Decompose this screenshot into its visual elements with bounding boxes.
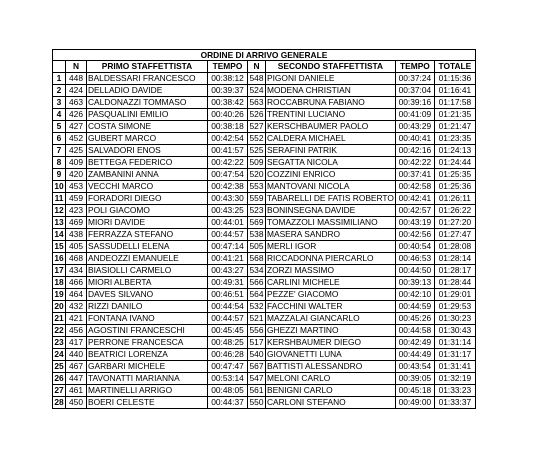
time-1-cell: 00:48:25 [208,337,248,349]
bib-2-cell: 566 [248,277,266,289]
first-runner-cell: TAVONATTI MARIANNA [87,373,208,385]
table-row [53,205,476,217]
table-row [53,301,476,313]
total-cell: 01:29:53 [434,301,475,313]
bib-1-cell: 427 [66,121,87,133]
time-2-cell: 00:37:41 [395,169,434,181]
bib-2-cell: 548 [248,73,266,85]
table-title: ORDINE DI ARRIVO GENERALE [53,50,476,61]
total-cell: 01:33:37 [434,397,475,409]
first-runner-cell: BETTEGA FEDERICO [87,157,208,169]
time-2-cell: 00:45:26 [395,313,434,325]
time-2-cell: 00:42:56 [395,229,434,241]
bib-1-cell: 448 [66,73,87,85]
second-runner-cell: GHEZZI MARTINO [266,325,396,337]
time-2-cell: 00:37:24 [395,73,434,85]
bib-2-cell: 568 [248,253,266,265]
time-1-cell: 00:44:01 [208,217,248,229]
position-cell: 11 [53,193,66,205]
total-cell: 01:27:47 [434,229,475,241]
bib-1-cell: 420 [66,169,87,181]
first-runner-cell: BEATRICI LORENZA [87,349,208,361]
total-cell: 01:24:13 [434,145,475,157]
position-cell: 16 [54,253,64,263]
header-bib-1: N [66,61,87,73]
first-runner-cell: GARBARI MICHELE [87,361,208,373]
bib-2-cell: 538 [248,229,266,241]
total-cell: 01:31:17 [434,349,475,361]
time-2-cell: 00:44:59 [395,301,434,313]
time-1-cell: 00:47:54 [208,169,248,181]
first-runner-cell: GUBERT MARCO [87,133,208,145]
time-1-cell: 00:44:54 [208,301,248,313]
first-runner-cell: FONTANA IVANO [87,313,208,325]
bib-2-cell: 569 [248,217,266,229]
second-runner-cell: KERSCHBAUMER PAOLO [266,121,396,133]
total-cell: 01:27:20 [434,217,475,229]
second-runner-cell: FACCHINI WALTER [266,301,396,313]
bib-2-cell: 525 [248,145,266,157]
total-cell: 01:15:36 [434,73,475,85]
table-row [53,361,476,373]
total-cell: 01:32:19 [434,373,475,385]
table-row [53,373,476,385]
header-first-runner: PRIMO STAFFETTISTA [87,61,208,73]
second-runner-cell: MELONI CARLO [266,373,396,385]
table-row [53,289,476,301]
first-runner-cell: MARTINELLI ARRIGO [87,385,208,397]
bib-2-cell: 521 [248,313,266,325]
time-2-cell: 00:37:04 [395,85,434,97]
title-row [53,50,476,61]
time-2-cell: 00:44:49 [395,349,434,361]
time-2-cell: 00:43:54 [395,361,434,373]
table-row [53,145,476,157]
time-1-cell: 00:44:57 [208,313,248,325]
bib-2-cell: 564 [248,289,266,301]
second-runner-cell: MANTOVANI NICOLA [266,181,396,193]
total-cell: 01:25:36 [434,181,475,193]
time-2-cell: 00:46:53 [395,253,434,265]
bib-1-cell: 421 [66,313,87,325]
table-row [53,229,476,241]
time-1-cell: 00:38:12 [208,73,248,85]
time-2-cell: 00:45:18 [395,385,434,397]
first-runner-cell: DAVES SILVANO [87,289,208,301]
position-cell: 12 [54,205,64,215]
results-body [53,73,476,409]
first-runner-cell: BIASIOLLI CARMELO [87,265,208,277]
bib-2-cell: 532 [248,301,266,313]
position-cell: 13 [54,217,64,227]
second-runner-cell: BENIGNI CARLO [266,385,396,397]
table-row [53,85,476,97]
second-runner-cell: SEGATTA NICOLA [266,157,396,169]
first-runner-cell: PERRONE FRANCESCA [87,337,208,349]
position-cell: 6 [53,133,66,145]
position-cell: 23 [54,337,64,347]
bib-2-cell: 547 [248,373,266,385]
bib-1-cell: 459 [66,193,87,205]
total-cell: 01:29:01 [434,289,475,301]
bib-2-cell: 534 [248,265,266,277]
table-row [53,325,476,337]
table-row [53,181,476,193]
second-runner-cell: ZORZI MASSIMO [266,265,396,277]
second-runner-cell: PEZZE' GIACOMO [266,289,396,301]
time-2-cell: 00:42:22 [395,157,434,169]
second-runner-cell: TABARELLI DE FATIS ROBERTO [267,193,394,203]
time-1-cell: 00:42:54 [208,133,248,145]
time-2-cell: 00:49:00 [395,397,434,409]
first-runner-cell: ANDEOZZI EMANUELE [87,253,208,265]
table-row [53,157,476,169]
position-cell: 8 [53,157,66,169]
total-cell: 01:28:17 [434,265,475,277]
bib-1-cell: 438 [66,229,87,241]
bib-1-cell: 461 [66,385,87,397]
header-time-2: TEMPO [395,61,434,73]
second-runner-cell: COZZINI ENRICO [266,169,396,181]
time-2-cell: 00:42:16 [395,145,434,157]
second-runner-cell: GIOVANETTI LUNA [266,349,396,361]
second-runner-cell: CARLINI MICHELE [266,277,396,289]
table-row [53,349,476,361]
first-runner-cell: BOERI CELESTE [87,397,208,409]
first-runner-cell: SASSUDELLI ELENA [87,241,208,253]
bib-1-cell: 450 [66,397,87,409]
time-2-cell: 00:44:50 [395,265,434,277]
time-1-cell: 00:42:38 [208,181,248,193]
second-runner-cell: PIGONI DANIELE [266,73,396,85]
bib-2-cell: 505 [248,241,266,253]
table-row [53,313,476,325]
table-row [53,385,476,397]
bib-1-cell: 424 [66,85,87,97]
total-cell: 01:28:08 [434,241,475,253]
first-runner-cell: MIORI DAVIDE [87,217,208,229]
position-cell: 3 [53,97,66,109]
bib-1-cell: 453 [66,181,87,193]
position-cell: 15 [54,241,64,251]
time-1-cell: 00:46:51 [208,289,248,301]
bib-2-cell: 552 [248,133,266,145]
time-2-cell: 00:42:10 [395,289,434,301]
results-sheet [52,49,476,409]
time-2-cell: 00:41:09 [395,109,434,121]
total-cell: 01:26:11 [434,193,475,205]
time-1-cell: 00:42:22 [208,157,248,169]
bib-2-cell: 509 [248,157,266,169]
header-second-runner: SECONDO STAFFETTISTA [266,61,396,73]
total-cell: 01:17:58 [434,97,475,109]
total-cell: 01:33:23 [434,385,475,397]
position-cell: 24 [54,349,64,359]
table-row [53,73,476,85]
position-cell: 28 [54,397,64,407]
table-row [53,241,476,253]
header-row [53,61,476,73]
bib-2-cell: 517 [248,337,266,349]
second-runner-cell: TRENTINI LUCIANO [266,109,396,121]
position-cell: 17 [54,265,64,275]
table-row [53,169,476,181]
bib-1-cell: 456 [66,325,87,337]
time-1-cell: 00:49:31 [208,277,248,289]
position-cell: 2 [53,85,66,97]
bib-2-cell: 550 [248,397,266,409]
first-runner-cell: ZAMBANINI ANNA [87,169,208,181]
first-runner-cell: POLI GIACOMO [87,205,208,217]
bib-1-cell: 423 [66,205,87,217]
bib-1-cell: 440 [66,349,87,361]
header-total: TOTALE [434,61,475,73]
time-1-cell: 00:53:14 [208,373,248,385]
bib-2-cell: 567 [248,361,266,373]
second-runner-cell: BATTISTI ALESSANDRO [266,361,396,373]
time-1-cell: 00:44:37 [208,397,248,409]
bib-2-cell: 556 [248,325,266,337]
table-row [53,253,476,265]
time-2-cell: 00:39:13 [395,277,434,289]
bib-2-cell: 520 [248,169,266,181]
position-cell: 14 [54,229,64,239]
time-1-cell: 00:43:30 [208,193,248,205]
bib-1-cell: 466 [66,277,87,289]
bib-2-cell: 526 [248,109,266,121]
time-2-cell: 00:42:49 [395,337,434,349]
first-runner-cell: MIORI ALBERTA [87,277,208,289]
results-table [52,49,476,409]
first-runner-cell: AGOSTINI FRANCESCHI [87,325,208,337]
second-runner-cell: RICCADONNA PIERCARLO [266,253,396,265]
bib-1-cell: 467 [66,361,87,373]
time-2-cell: 00:43:19 [395,217,434,229]
table-row [53,337,476,349]
table-row [53,133,476,145]
bib-2-cell: 559 [248,193,266,205]
time-1-cell: 00:41:21 [208,253,248,265]
table-row [53,265,476,277]
bib-2-cell: 540 [248,349,266,361]
first-runner-cell: CALDONAZZI TOMMASO [87,97,208,109]
position-cell: 7 [53,145,66,157]
bib-1-cell: 464 [66,289,87,301]
bib-2-cell: 523 [248,205,266,217]
position-cell: 19 [54,289,64,299]
bib-1-cell: 434 [66,265,87,277]
total-cell: 01:21:47 [434,121,475,133]
table-row [53,277,476,289]
total-cell: 01:28:14 [434,253,475,265]
total-cell: 01:25:35 [434,169,475,181]
position-cell: 10 [54,181,64,191]
second-runner-cell: MAZZALAI GIANCARLO [266,313,396,325]
first-runner-cell: BALDESSARI FRANCESCO [87,73,208,85]
time-1-cell: 00:45:45 [208,325,248,337]
time-1-cell: 00:38:18 [208,121,248,133]
total-cell: 01:16:41 [434,85,475,97]
total-cell: 01:30:23 [434,313,475,325]
bib-1-cell: 425 [66,145,87,157]
position-cell: 21 [54,313,64,323]
first-runner-cell: COSTA SIMONE [87,121,208,133]
table-row [53,217,476,229]
header-position [53,61,66,73]
position-cell: 22 [54,325,64,335]
time-1-cell: 00:47:14 [208,241,248,253]
bib-1-cell: 452 [66,133,87,145]
position-cell: 26 [54,373,64,383]
total-cell: 01:23:35 [434,133,475,145]
time-1-cell: 00:44:57 [208,229,248,241]
time-1-cell: 00:46:28 [208,349,248,361]
time-1-cell: 00:40:26 [208,109,248,121]
second-runner-cell: ROCCABRUNA FABIANO [266,97,396,109]
first-runner-cell: FERRAZZA STEFANO [87,229,208,241]
second-runner-cell: CALDERA MICHAEL [266,133,396,145]
time-1-cell: 00:41:57 [208,145,248,157]
bib-2-cell: 553 [248,181,266,193]
table-row [53,109,476,121]
total-cell: 01:31:41 [434,361,475,373]
time-2-cell: 00:42:57 [395,205,434,217]
position-cell: 1 [53,73,66,85]
second-runner-cell: BONINSEGNA DAVIDE [266,205,396,217]
position-cell: 5 [53,121,66,133]
bib-1-cell: 417 [66,337,87,349]
position-cell: 25 [54,361,64,371]
bib-1-cell: 409 [66,157,87,169]
table-row [53,397,476,409]
position-cell: 4 [53,109,66,121]
time-2-cell: 00:39:16 [395,97,434,109]
time-1-cell: 00:38:42 [208,97,248,109]
total-cell: 01:30:43 [434,325,475,337]
bib-2-cell: 524 [248,85,266,97]
second-runner-cell: MASERA SANDRO [266,229,396,241]
bib-1-cell: 469 [66,217,87,229]
header-bib-2: N [248,61,266,73]
second-runner-cell: SERAFINI PATRIK [266,145,396,157]
position-cell: 9 [53,169,66,181]
first-runner-cell: PASQUALINI EMILIO [87,109,208,121]
table-row [53,193,476,205]
first-runner-cell: DELLADIO DAVIDE [87,85,208,97]
bib-2-cell: 563 [248,97,266,109]
total-cell: 01:28:44 [434,277,475,289]
table-row [53,121,476,133]
time-2-cell: 00:44:58 [395,325,434,337]
first-runner-cell: FORADORI DIEGO [87,193,208,205]
first-runner-cell: VECCHI MARCO [87,181,208,193]
position-cell: 20 [54,301,64,311]
time-1-cell: 00:48:05 [208,385,248,397]
time-1-cell: 00:43:27 [208,265,248,277]
bib-1-cell: 426 [66,109,87,121]
second-runner-cell: MERLI IGOR [266,241,396,253]
time-1-cell: 00:39:37 [208,85,248,97]
bib-1-cell: 468 [66,253,87,265]
total-cell: 01:26:22 [434,205,475,217]
table-row [53,97,476,109]
total-cell: 01:24:44 [434,157,475,169]
bib-2-cell: 527 [248,121,266,133]
second-runner-cell: TOMAZZOLI MASSIMILIANO [266,217,396,229]
header-time-1: TEMPO [208,61,248,73]
time-1-cell: 00:43:25 [208,205,248,217]
first-runner-cell: RIZZI DANILO [87,301,208,313]
second-runner-cell: KERSHBAUMER DIEGO [266,337,396,349]
total-cell: 01:21:35 [434,109,475,121]
second-runner-cell: CARLONI STEFANO [266,397,396,409]
time-2-cell: 00:40:41 [395,133,434,145]
bib-1-cell: 447 [66,373,87,385]
time-2-cell: 00:43:29 [395,121,434,133]
total-cell: 01:31:14 [434,337,475,349]
position-cell: 27 [54,385,64,395]
time-2-cell: 00:39:05 [395,373,434,385]
second-runner-cell: MODENA CHRISTIAN [266,85,396,97]
position-cell: 18 [54,277,64,287]
first-runner-cell: SALVADORI ENOS [87,145,208,157]
time-2-cell: 00:40:54 [395,241,434,253]
bib-1-cell: 432 [66,301,87,313]
time-2-cell: 00:42:41 [395,193,434,205]
time-2-cell: 00:42:58 [395,181,434,193]
time-1-cell: 00:47:47 [208,361,248,373]
bib-1-cell: 405 [66,241,87,253]
bib-1-cell: 463 [66,97,87,109]
bib-2-cell: 561 [248,385,266,397]
